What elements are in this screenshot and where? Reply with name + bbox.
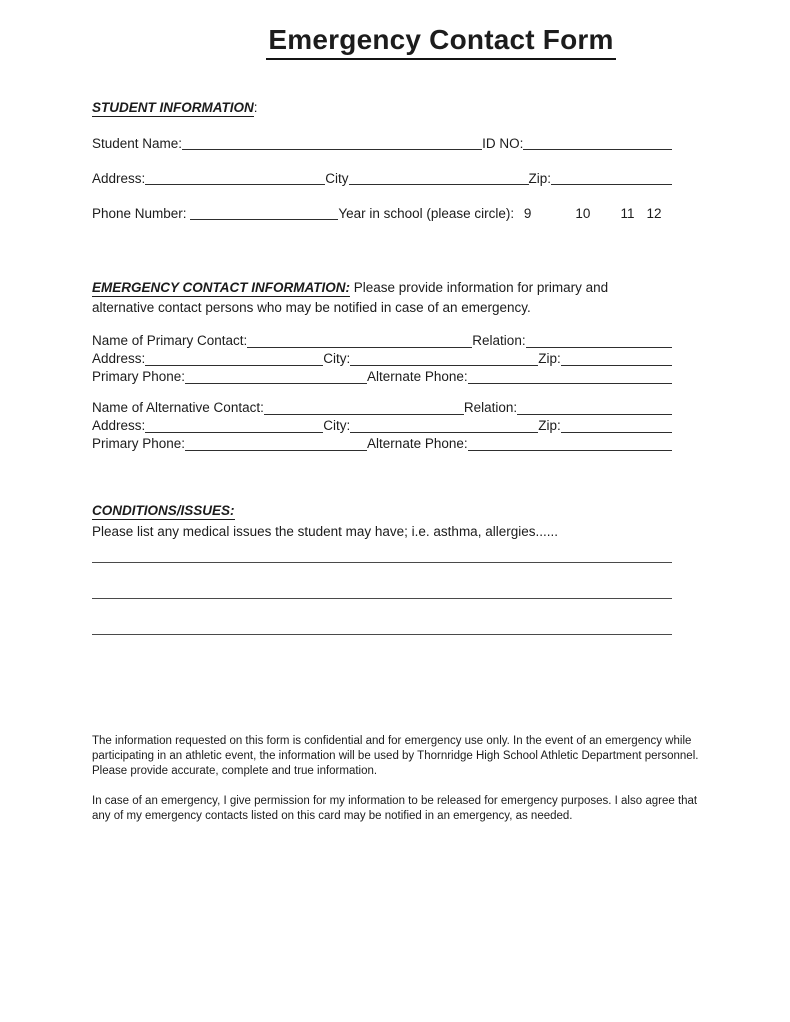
student-section-heading bbox=[92, 100, 672, 116]
year-option-9[interactable]: 9 bbox=[523, 206, 532, 221]
conditions-instruction: Please list any medical issues the student may have; i.e. asthma, allergies...... bbox=[92, 524, 558, 539]
confidentiality-paragraph: The information requested on this form is confidential and for emergency use only. In the event of an emergency while participating in an athletic event, the information will be used by Thornridge High School Athletic Department personnel. Please provide accurate, complete and true information. bbox=[92, 735, 699, 777]
alternative-alternate-phone-blank[interactable] bbox=[468, 450, 672, 451]
student-name-label: Student Name: bbox=[92, 136, 183, 151]
primary-alternate-phone-label: Alternate Phone: bbox=[367, 369, 468, 384]
form-body bbox=[92, 100, 699, 824]
year-option-10[interactable]: 10 bbox=[575, 206, 591, 221]
alternative-address-label: Address: bbox=[92, 418, 146, 433]
emergency-section-heading-text: EMERGENCY CONTACT INFORMATION: bbox=[92, 280, 350, 295]
student-name-blank[interactable] bbox=[182, 149, 482, 150]
form-title: Emergency Contact Form bbox=[266, 24, 615, 60]
primary-address-label: Address: bbox=[92, 351, 146, 366]
alternative-relation-blank[interactable] bbox=[517, 414, 672, 415]
id-no-blank[interactable] bbox=[523, 149, 672, 150]
student-zip-blank[interactable] bbox=[551, 184, 672, 185]
id-no-label: ID NO: bbox=[482, 136, 524, 151]
primary-zip-blank[interactable] bbox=[561, 365, 672, 366]
alternative-city-label: City: bbox=[323, 418, 351, 433]
primary-contact-name-row bbox=[92, 332, 672, 350]
primary-contact-name-blank[interactable] bbox=[247, 347, 472, 348]
primary-address-blank[interactable] bbox=[145, 365, 323, 366]
student-name-row bbox=[92, 136, 672, 152]
primary-relation-label: Relation: bbox=[472, 333, 526, 348]
year-in-school-label: Year in school (please circle): bbox=[338, 206, 518, 221]
alternative-contact-name-label: Name of Alternative Contact: bbox=[92, 400, 264, 415]
alternative-relation-label: Relation: bbox=[463, 400, 518, 415]
emergency-section-heading bbox=[92, 278, 640, 318]
conditions-blank-line-1[interactable] bbox=[92, 562, 672, 563]
alternative-alternate-phone-label: Alternate Phone: bbox=[367, 436, 468, 451]
student-zip-label: Zip: bbox=[528, 171, 552, 186]
alternative-phone-blank[interactable] bbox=[185, 450, 367, 451]
student-phone-blank[interactable] bbox=[190, 219, 338, 220]
student-city-label: City bbox=[325, 171, 349, 186]
student-city-blank[interactable] bbox=[349, 184, 529, 185]
primary-phone-blank[interactable] bbox=[185, 383, 367, 384]
primary-address-row bbox=[92, 350, 672, 368]
student-address-label: Address: bbox=[92, 171, 146, 186]
emergency-section-intro: Please provide information for primary and alternative contact persons who may be notified in case of an emergency. bbox=[92, 280, 609, 315]
conditions-section-heading-text: CONDITIONS/ISSUES: bbox=[92, 503, 235, 518]
student-phone-label: Phone Number: bbox=[92, 206, 191, 221]
alternative-phone-row bbox=[92, 435, 672, 453]
student-phone-year-row bbox=[92, 206, 672, 222]
alternative-address-blank[interactable] bbox=[145, 432, 323, 433]
alternative-address-row bbox=[92, 417, 672, 435]
footer-notes bbox=[92, 734, 702, 824]
primary-phone-row bbox=[92, 368, 672, 386]
alternative-city-blank[interactable] bbox=[350, 432, 538, 433]
permission-paragraph: In case of an emergency, I give permission for my information to be released for emergency purposes. I also agree that any of my emergency contacts listed on this card may be notified in an emergency, as needed. bbox=[92, 795, 698, 822]
alternative-contact-name-blank[interactable] bbox=[264, 414, 464, 415]
alternative-zip-blank[interactable] bbox=[561, 432, 672, 433]
alternative-phone-label: Primary Phone: bbox=[92, 436, 186, 451]
conditions-blank-line-2[interactable] bbox=[92, 598, 672, 599]
primary-city-label: City: bbox=[323, 351, 351, 366]
primary-phone-label: Primary Phone: bbox=[92, 369, 186, 384]
primary-relation-blank[interactable] bbox=[526, 347, 672, 348]
student-section-heading-colon: : bbox=[253, 100, 258, 115]
alternative-contact-name-row bbox=[92, 399, 672, 417]
student-address-row bbox=[92, 171, 672, 187]
alternative-zip-label: Zip: bbox=[538, 418, 561, 433]
conditions-section-heading bbox=[92, 503, 672, 519]
primary-zip-label: Zip: bbox=[538, 351, 561, 366]
year-option-12[interactable]: 12 bbox=[646, 206, 662, 221]
form-title-wrap bbox=[92, 24, 790, 60]
primary-contact-block bbox=[92, 332, 672, 386]
primary-contact-name-label: Name of Primary Contact: bbox=[92, 333, 248, 348]
alternative-contact-block bbox=[92, 399, 672, 453]
primary-city-blank[interactable] bbox=[350, 365, 538, 366]
conditions-blank-line-3[interactable] bbox=[92, 634, 672, 635]
student-section-heading-text: STUDENT INFORMATION bbox=[92, 100, 254, 115]
student-address-blank[interactable] bbox=[145, 184, 325, 185]
primary-alternate-phone-blank[interactable] bbox=[468, 383, 672, 384]
year-option-11[interactable]: 11 bbox=[620, 206, 635, 221]
